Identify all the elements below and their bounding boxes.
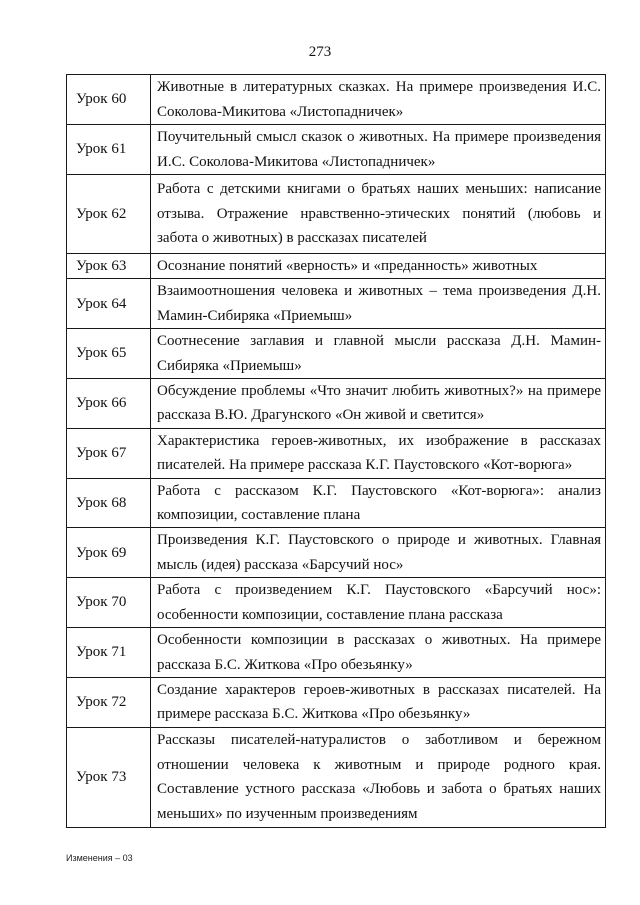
table-row — [67, 677, 606, 727]
lesson-topic: Работа с произведением К.Г. Паустовского «Барсучий нос»: особенности композиции, составление плана рассказа — [151, 578, 606, 628]
lesson-topic: Осознание понятий «верность» и «преданность» животных — [151, 254, 606, 279]
lesson-number: Урок 72 — [67, 677, 151, 727]
table-row — [67, 379, 606, 429]
table-row — [67, 528, 606, 578]
lesson-topic: Работа с рассказом К.Г. Паустовского «Кот-ворюга»: анализ композиции, составление плана — [151, 478, 606, 528]
table-row — [67, 125, 606, 175]
lesson-topic: Животные в литературных сказках. На примере произведения И.С. Соколова-Микитова «Листопадничек» — [151, 75, 606, 125]
lesson-topic: Рассказы писателей-натуралистов о заботливом и бережном отношении человека к животным и природе родного края. Составление устного рассказа «Любовь и забота о братьях наших меньших» по изученным произведениям — [151, 727, 606, 827]
lesson-plan-table — [66, 74, 606, 828]
lesson-number: Урок 61 — [67, 125, 151, 175]
lesson-number: Урок 64 — [67, 279, 151, 329]
lesson-topic: Поучительный смысл сказок о животных. На примере произведения И.С. Соколова-Микитова «Листопадничек» — [151, 125, 606, 175]
table-row — [67, 428, 606, 478]
lesson-topic: Особенности композиции в рассказах о животных. На примере рассказа Б.С. Житкова «Про обезьянку» — [151, 628, 606, 678]
lesson-topic: Характеристика героев-животных, их изображение в рассказах писателей. На примере рассказа К.Г. Паустовского «Кот-ворюга» — [151, 428, 606, 478]
table-row — [67, 727, 606, 827]
lesson-number: Урок 68 — [67, 478, 151, 528]
table-row — [67, 478, 606, 528]
lesson-number: Урок 65 — [67, 329, 151, 379]
lesson-number: Урок 63 — [67, 254, 151, 279]
table-row — [67, 254, 606, 279]
lesson-topic: Соотнесение заглавия и главной мысли рассказа Д.Н. Мамин-Сибиряка «Приемыш» — [151, 329, 606, 379]
lesson-number: Урок 67 — [67, 428, 151, 478]
lesson-topic: Обсуждение проблемы «Что значит любить животных?» на примере рассказа В.Ю. Драгунского «Он живой и светится» — [151, 379, 606, 429]
lesson-topic: Произведения К.Г. Паустовского о природе и животных. Главная мысль (идея) рассказа «Барсучий нос» — [151, 528, 606, 578]
table-row — [67, 628, 606, 678]
page-number: 273 — [308, 44, 332, 60]
lesson-number: Урок 62 — [67, 175, 151, 254]
lesson-number: Урок 71 — [67, 628, 151, 678]
lesson-topic: Создание характеров героев-животных в рассказах писателей. На примере рассказа Б.С. Житкова «Про обезьянку» — [151, 677, 606, 727]
table-row — [67, 329, 606, 379]
lesson-number: Урок 60 — [67, 75, 151, 125]
revision-note: Изменения – 03 — [66, 853, 133, 863]
table-row — [67, 75, 606, 125]
table-row — [67, 175, 606, 254]
lesson-number: Урок 69 — [67, 528, 151, 578]
table-row — [67, 279, 606, 329]
lesson-topic: Работа с детскими книгами о братьях наших меньших: написание отзыва. Отражение нравственно-этических понятий (любовь и забота о животных) в рассказах писателей — [151, 175, 606, 254]
lesson-number: Урок 73 — [67, 727, 151, 827]
table-row — [67, 578, 606, 628]
lesson-number: Урок 66 — [67, 379, 151, 429]
lesson-topic: Взаимоотношения человека и животных – тема произведения Д.Н. Мамин-Сибиряка «Приемыш» — [151, 279, 606, 329]
lesson-number: Урок 70 — [67, 578, 151, 628]
